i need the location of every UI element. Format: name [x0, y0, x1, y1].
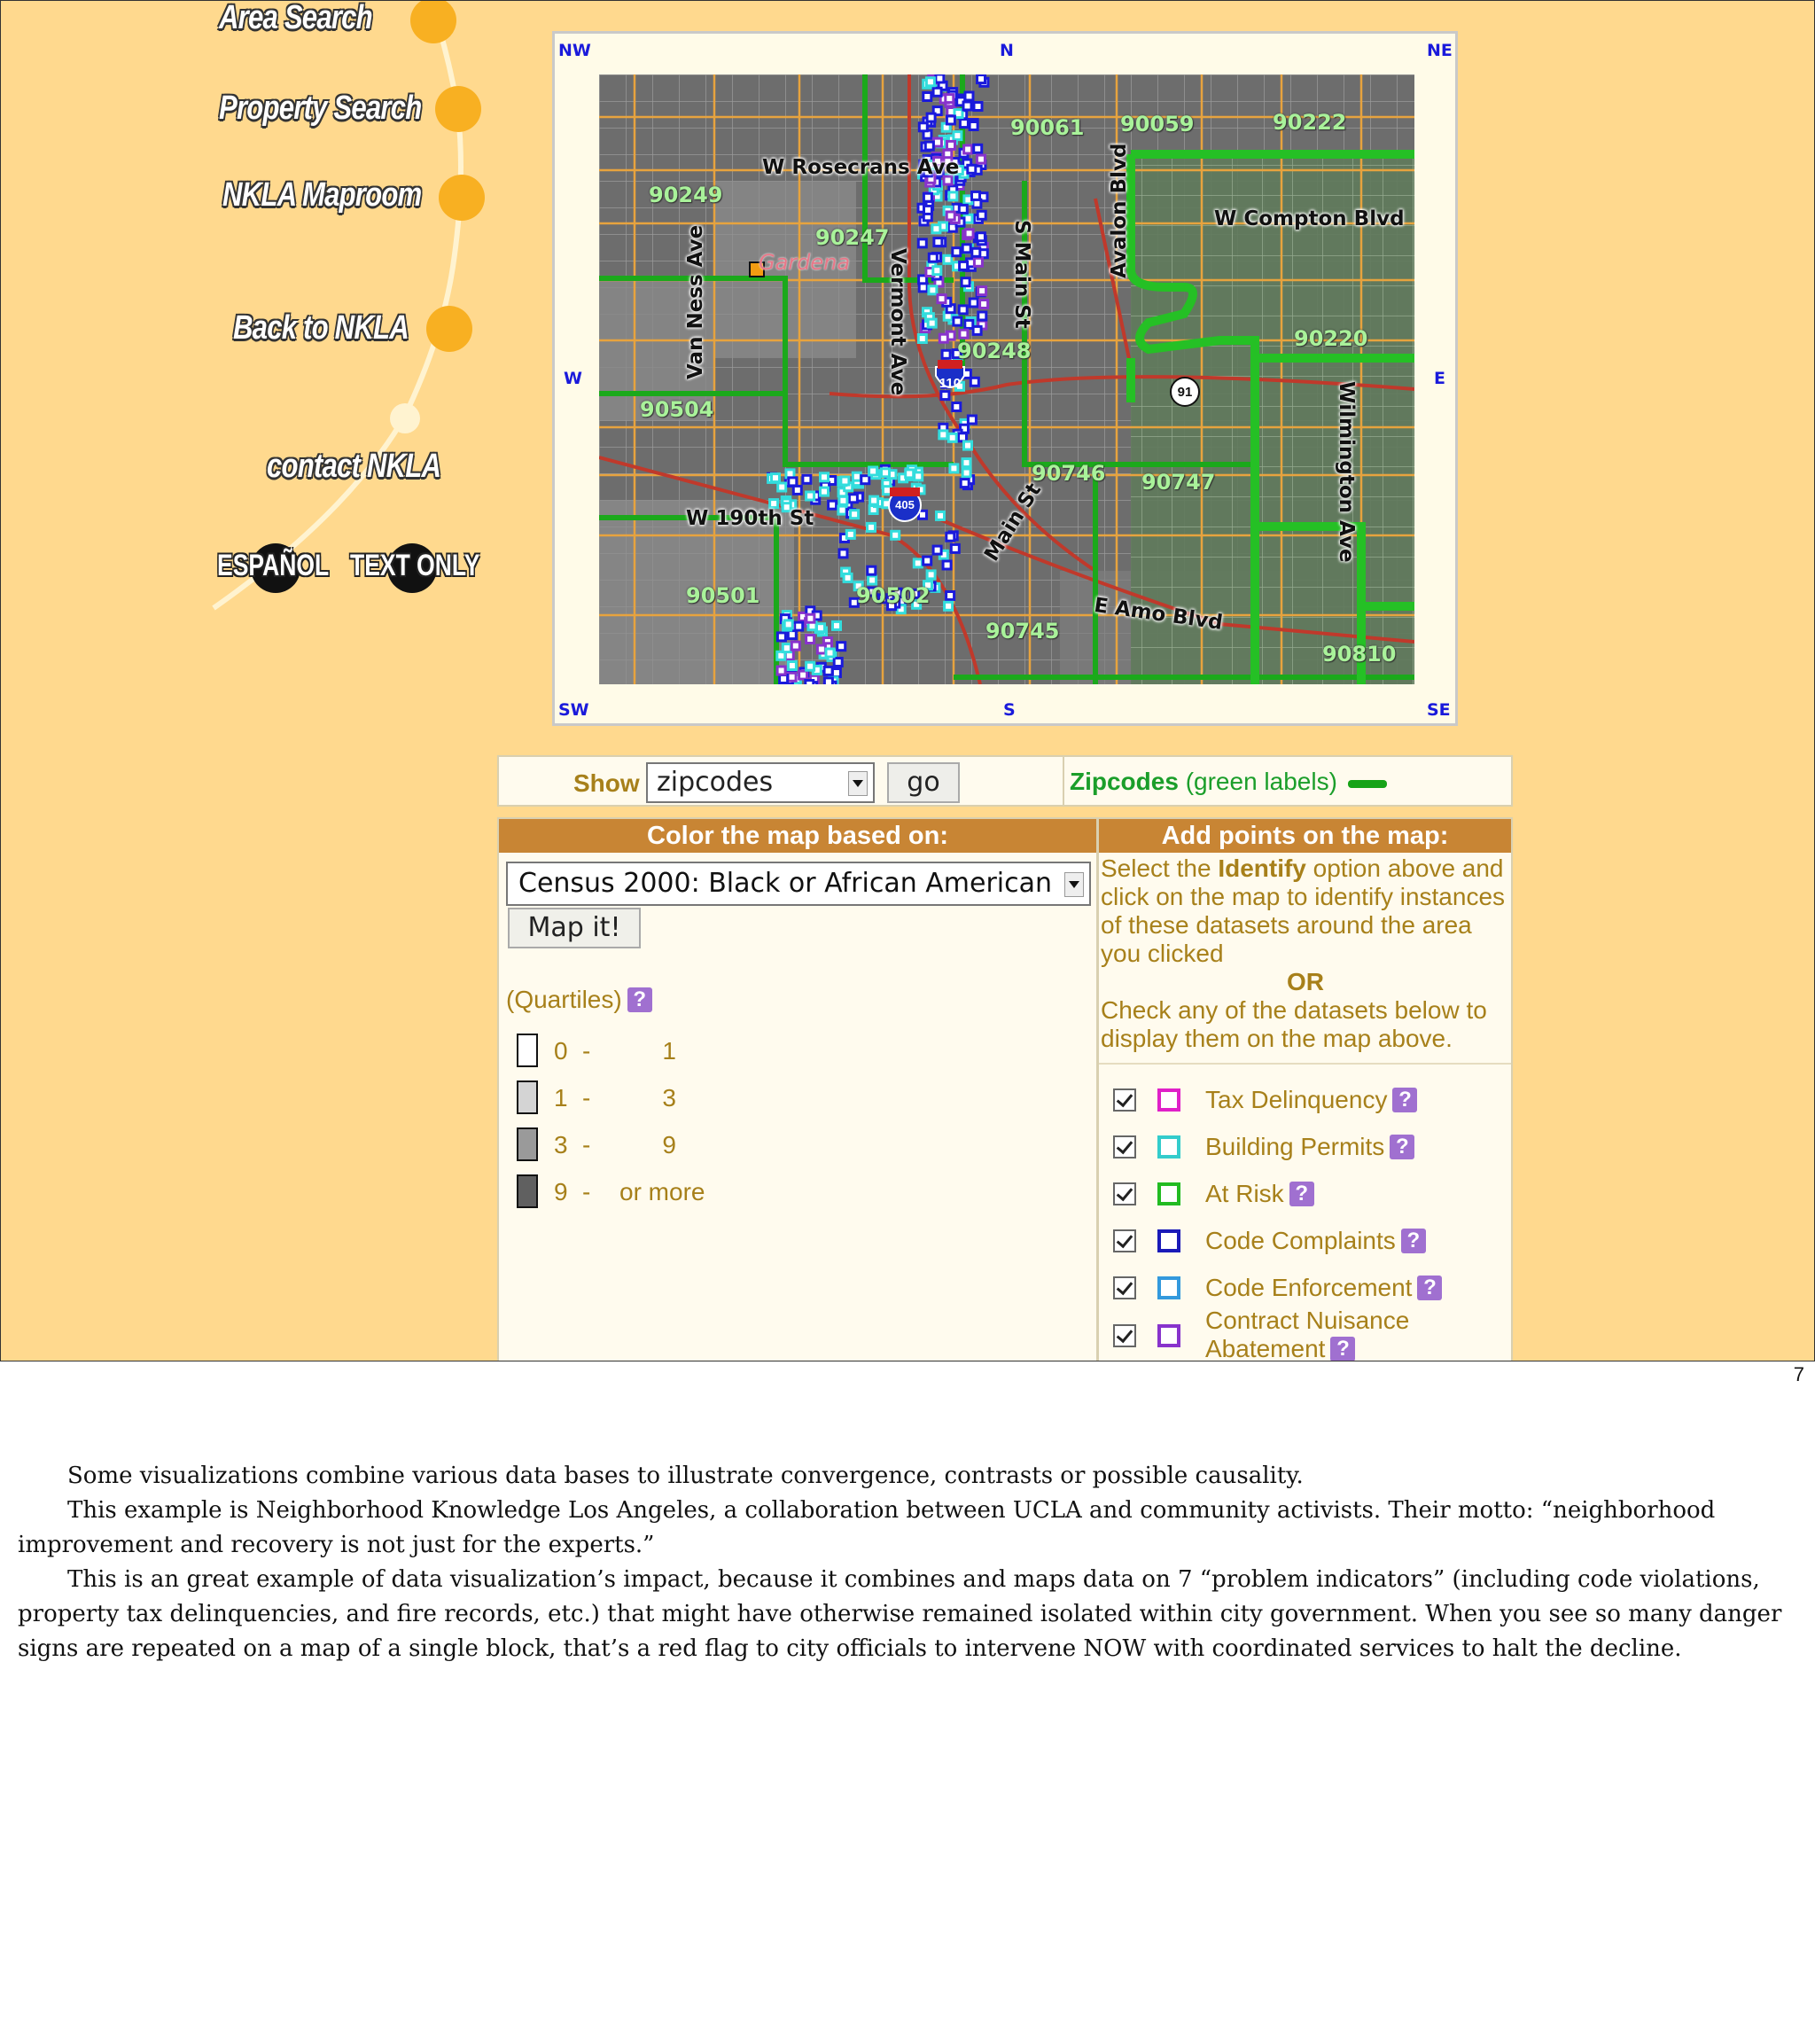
help-icon[interactable]: ?: [1401, 1229, 1426, 1253]
zip-label-90220: 90220: [1294, 326, 1368, 351]
dataset-label-text: At Risk: [1205, 1180, 1284, 1207]
help-icon[interactable]: ?: [627, 987, 652, 1012]
help-icon[interactable]: ?: [1392, 1088, 1417, 1112]
pan-e[interactable]: E: [1434, 369, 1445, 388]
layer-legend: [1070, 768, 1337, 796]
map-point[interactable]: [918, 239, 926, 247]
map-point[interactable]: [951, 544, 959, 552]
map-canvas[interactable]: [599, 74, 1414, 684]
map-point[interactable]: [965, 230, 973, 238]
map-point[interactable]: [821, 473, 829, 481]
map-point[interactable]: [980, 300, 988, 308]
map-point[interactable]: [946, 533, 954, 541]
map-point[interactable]: [777, 633, 785, 641]
nav-property-search[interactable]: Property Search: [219, 90, 422, 127]
map-point[interactable]: [948, 433, 956, 441]
map-point[interactable]: [846, 530, 854, 538]
map-point[interactable]: [892, 531, 900, 539]
identify-keyword: Identify: [1218, 854, 1306, 882]
map-point[interactable]: [934, 238, 942, 246]
zip-label-90501: 90501: [686, 583, 760, 608]
instructions-text: Select the: [1101, 854, 1219, 882]
i405-shield-icon: 405: [895, 498, 915, 511]
map-point[interactable]: [918, 335, 926, 343]
map-point[interactable]: [783, 644, 791, 652]
pan-n[interactable]: N: [1000, 41, 1014, 60]
map-point[interactable]: [970, 378, 978, 386]
help-icon[interactable]: ?: [1289, 1182, 1314, 1206]
map-point[interactable]: [962, 469, 970, 477]
map-point[interactable]: [915, 472, 923, 480]
map-point[interactable]: [784, 620, 792, 628]
pan-s[interactable]: S: [1003, 700, 1016, 720]
map-point[interactable]: [824, 678, 832, 684]
quartiles-text: (Quartiles): [506, 986, 622, 1013]
map-point[interactable]: [974, 258, 982, 266]
quartile-swatch: [517, 1081, 538, 1114]
map-point[interactable]: [970, 122, 978, 130]
map-point[interactable]: [962, 459, 970, 467]
map-point[interactable]: [832, 669, 840, 677]
street-w-compton: W Compton Blvd: [1214, 207, 1405, 230]
map-point[interactable]: [826, 649, 834, 657]
census-variable-select[interactable]: [506, 862, 1091, 906]
city-label-gardena: Gardena: [759, 250, 851, 275]
layer-select-value: zipcodes: [657, 767, 774, 798]
map-point[interactable]: [821, 488, 829, 495]
map-point[interactable]: [939, 334, 947, 342]
map-point[interactable]: [851, 511, 859, 519]
points-panel-header: Add points on the map:: [1099, 819, 1511, 853]
map-point[interactable]: [960, 261, 968, 269]
zip-label-90249: 90249: [649, 183, 723, 207]
map-point[interactable]: [837, 643, 845, 651]
map-point[interactable]: [944, 255, 952, 263]
map-point[interactable]: [817, 645, 825, 653]
pan-se[interactable]: SE: [1427, 700, 1451, 720]
color-panel-header: Color the map based on:: [499, 819, 1096, 853]
dataset-row-code-enforcement[interactable]: [1113, 1271, 1503, 1307]
census-select-value: Census 2000: Black or African American: [518, 868, 1053, 899]
map-point[interactable]: [806, 662, 814, 670]
map-point[interactable]: [882, 469, 890, 477]
map-point[interactable]: [927, 571, 935, 579]
quartile-dash: -: [582, 1084, 591, 1112]
map-point[interactable]: [959, 433, 967, 441]
quartile-low: 1: [554, 1084, 568, 1112]
map-point[interactable]: [959, 306, 967, 314]
map-point[interactable]: [853, 472, 861, 480]
map-point[interactable]: [965, 92, 973, 100]
chevron-down-icon[interactable]: [1064, 872, 1084, 897]
map-point[interactable]: [906, 470, 914, 478]
map-point[interactable]: [954, 317, 962, 325]
slide-number: 7: [1793, 1363, 1804, 1385]
map-point[interactable]: [962, 278, 970, 286]
street-van-ness: Van Ness Ave: [684, 224, 707, 379]
map-point[interactable]: [834, 659, 842, 667]
dataset-checkbox[interactable]: [1113, 1229, 1136, 1252]
dataset-swatch: [1157, 1088, 1180, 1112]
map-point[interactable]: [947, 141, 955, 149]
map-point[interactable]: [777, 667, 785, 675]
nav-area-search[interactable]: Area Search: [219, 0, 372, 36]
show-label: Show: [573, 769, 640, 797]
map-point[interactable]: [953, 403, 961, 411]
dataset-label: [1205, 1307, 1436, 1361]
map-point[interactable]: [933, 267, 941, 275]
espanol-link[interactable]: ESPAÑOL: [217, 549, 330, 582]
map-point[interactable]: [977, 233, 985, 241]
text-only-link[interactable]: TEXT ONLY: [350, 549, 480, 582]
dataset-label-text: Tax Delinquency: [1205, 1086, 1388, 1113]
quartile-row: [517, 1174, 783, 1212]
quartile-high: 1: [662, 1037, 676, 1065]
map-point[interactable]: [838, 506, 846, 514]
dataset-label: [1205, 1180, 1314, 1208]
map-point[interactable]: [788, 673, 796, 681]
map-point[interactable]: [968, 165, 976, 173]
map-point[interactable]: [926, 78, 934, 86]
map-point[interactable]: [946, 212, 954, 220]
quartile-row: [517, 1034, 783, 1071]
quartile-high: 9: [662, 1131, 676, 1159]
map-point[interactable]: [972, 248, 980, 256]
instructions-text: Check any of the datasets below to display them on the map above.: [1101, 996, 1487, 1052]
map-point[interactable]: [929, 286, 937, 294]
help-icon[interactable]: ?: [1330, 1337, 1355, 1361]
dataset-checkbox[interactable]: [1113, 1182, 1136, 1205]
street-s-main: S Main St: [1010, 220, 1033, 329]
map-point[interactable]: [978, 211, 985, 219]
map-point[interactable]: [849, 495, 857, 503]
quartile-dash: -: [582, 1131, 591, 1159]
map-point[interactable]: [869, 467, 877, 475]
map-point[interactable]: [950, 464, 958, 472]
map-point[interactable]: [933, 546, 941, 554]
dataset-label-text: Code Enforcement: [1205, 1274, 1413, 1301]
map-point[interactable]: [939, 431, 947, 439]
map-point[interactable]: [833, 621, 841, 629]
map-point[interactable]: [960, 330, 968, 338]
map-point[interactable]: [978, 287, 986, 295]
dataset-row-tax-delinquency[interactable]: [1113, 1083, 1503, 1119]
map-point[interactable]: [978, 75, 985, 83]
dataset-row-at-risk[interactable]: [1113, 1177, 1503, 1213]
notes-paragraph: This is an great example of data visualization’s impact, because it combines and maps data on 7 “problem indicators” (including code violations, property tax delinquencies, and fire records, etc.) that might have otherwise remained isolated within city government. When you see so many danger signs are repeated on a map of a single block, that’s a red flag to city officials to intervene NOW with coordinated services to halt the decline.: [18, 1566, 1782, 1662]
map-point[interactable]: [868, 566, 876, 574]
map-point[interactable]: [793, 486, 801, 494]
zip-label-90504: 90504: [640, 397, 714, 422]
nav-dot-contact[interactable]: [390, 403, 420, 433]
map-point[interactable]: [968, 416, 976, 424]
zip-label-90248: 90248: [957, 339, 1032, 363]
street-wilmington: Wilmington Ave: [1335, 381, 1358, 563]
map-point[interactable]: [923, 557, 931, 565]
map-point[interactable]: [964, 441, 972, 449]
pan-nw[interactable]: NW: [558, 41, 591, 60]
map-point[interactable]: [973, 326, 981, 334]
dataset-label-text: Building Permits: [1205, 1133, 1385, 1160]
dataset-swatch: [1157, 1229, 1180, 1252]
quartile-row: [517, 1081, 783, 1118]
dataset-label-text: Code Complaints: [1205, 1227, 1396, 1254]
map-point[interactable]: [817, 624, 825, 632]
map-point[interactable]: [772, 474, 780, 482]
dataset-swatch: [1157, 1182, 1180, 1205]
nav-maproom[interactable]: NKLA Maproom: [222, 176, 422, 214]
dataset-label: [1205, 1274, 1442, 1302]
street-w-190th: W 190th St: [686, 507, 814, 530]
map-point[interactable]: [941, 392, 949, 400]
map-point[interactable]: [961, 480, 969, 488]
dataset-checkbox[interactable]: [1113, 1324, 1136, 1347]
map-frame: [552, 31, 1458, 726]
dataset-label: [1205, 1227, 1426, 1255]
map-point[interactable]: [928, 319, 936, 327]
nav-dot-back[interactable]: [426, 306, 472, 352]
dataset-row-building-permits[interactable]: [1113, 1130, 1503, 1166]
layer-legend-swatch: [1348, 780, 1387, 788]
color-map-panel: [497, 817, 1098, 1361]
map-point[interactable]: [970, 299, 978, 307]
quartile-low: 0: [554, 1037, 568, 1065]
map-it-button[interactable]: Map it!: [508, 908, 641, 948]
map-point[interactable]: [780, 675, 788, 683]
zip-label-90810: 90810: [1322, 642, 1397, 667]
map-point[interactable]: [806, 681, 814, 685]
dataset-label-text: Contract Nuisance Abatement: [1205, 1307, 1410, 1361]
divider: [1063, 757, 1064, 807]
speaker-notes: [18, 1459, 1799, 1666]
zip-label-90746: 90746: [1032, 461, 1106, 486]
zip-label-90247: 90247: [815, 225, 890, 250]
map-point[interactable]: [964, 145, 972, 153]
zip-label-90747: 90747: [1141, 470, 1216, 495]
map-point[interactable]: [788, 631, 796, 639]
zip-label-90745: 90745: [985, 619, 1060, 644]
map-point[interactable]: [791, 642, 799, 650]
map-point[interactable]: [789, 478, 797, 486]
pan-w[interactable]: W: [564, 369, 582, 388]
map-point[interactable]: [924, 206, 932, 214]
quartiles-label: [506, 986, 652, 1014]
map-point[interactable]: [778, 483, 786, 491]
street-avalon: Avalon Blvd: [1108, 143, 1131, 278]
i110-shield-icon: 110: [939, 376, 962, 391]
map-point[interactable]: [963, 102, 971, 110]
map-point[interactable]: [936, 74, 944, 82]
nav-dot-property-search[interactable]: [435, 86, 481, 132]
layer-control-bar: [497, 755, 1513, 807]
map-point[interactable]: [841, 477, 849, 485]
go-button[interactable]: go: [887, 762, 960, 803]
chevron-down-icon[interactable]: [848, 771, 868, 796]
dataset-label: [1205, 1133, 1414, 1161]
map-point[interactable]: [978, 312, 986, 320]
layer-select[interactable]: [646, 762, 875, 803]
sr91-shield-icon: 91: [1177, 385, 1193, 400]
map-point[interactable]: [839, 550, 847, 558]
pan-ne[interactable]: NE: [1427, 41, 1453, 60]
map-point[interactable]: [962, 245, 970, 253]
dataset-checkbox[interactable]: [1113, 1276, 1136, 1299]
map-point[interactable]: [925, 142, 933, 150]
map-point[interactable]: [861, 476, 869, 484]
map-point[interactable]: [919, 123, 927, 131]
street-vermont: Vermont Ave: [886, 248, 909, 396]
dataset-label: [1205, 1086, 1417, 1114]
map-point[interactable]: [914, 559, 922, 567]
quartile-high: 3: [662, 1084, 676, 1112]
zip-label-90059: 90059: [1120, 112, 1195, 137]
dataset-swatch: [1157, 1135, 1180, 1159]
nav-dot-maproom[interactable]: [439, 175, 485, 221]
quartile-row: [517, 1127, 783, 1165]
or-separator: OR: [1287, 968, 1324, 995]
map-point[interactable]: [946, 95, 954, 103]
zip-label-90502: 90502: [856, 583, 931, 608]
map-point[interactable]: [788, 662, 796, 670]
map-point[interactable]: [946, 116, 954, 124]
layer-legend-name: Zipcodes: [1070, 768, 1179, 795]
map-point[interactable]: [803, 475, 811, 483]
instructions-text: option above and click on the map to identify instances of these datasets around the area you clicked: [1101, 854, 1506, 967]
map-point[interactable]: [974, 144, 982, 152]
quartile-swatch: [517, 1127, 538, 1161]
street-e-amo: E Amo Blvd: [1092, 593, 1225, 636]
quartile-swatch: [517, 1034, 538, 1067]
pan-sw[interactable]: SW: [558, 700, 589, 720]
dataset-checkbox[interactable]: [1113, 1135, 1136, 1159]
nav-contact[interactable]: contact NKLA: [267, 448, 441, 485]
notes-paragraph: Some visualizations combine various data bases to illustrate convergence, contrasts or possible causality.: [67, 1463, 1304, 1489]
map-point[interactable]: [965, 320, 973, 328]
map-point[interactable]: [829, 501, 837, 509]
map-point[interactable]: [919, 284, 927, 292]
add-points-panel: [1097, 817, 1513, 1361]
map-point[interactable]: [932, 225, 940, 233]
quartile-swatch: [517, 1174, 538, 1208]
quartile-low: 9: [554, 1178, 568, 1205]
map-point[interactable]: [972, 191, 980, 199]
map-point[interactable]: [923, 93, 931, 101]
map-point[interactable]: [959, 205, 967, 213]
street-main: Main St: [980, 479, 1047, 566]
map-point[interactable]: [977, 155, 985, 163]
map-point[interactable]: [974, 103, 982, 111]
map-point[interactable]: [806, 614, 814, 622]
map-point[interactable]: [923, 193, 931, 201]
quartile-dash: -: [582, 1037, 591, 1065]
map-point[interactable]: [868, 523, 876, 531]
dataset-checkbox[interactable]: [1113, 1088, 1136, 1112]
help-icon[interactable]: ?: [1390, 1135, 1414, 1159]
dataset-row-contract-nuisance[interactable]: [1113, 1307, 1503, 1361]
divider: [1099, 1063, 1511, 1065]
map-point[interactable]: [929, 254, 937, 261]
map-point[interactable]: [946, 592, 954, 600]
points-instructions: [1101, 854, 1510, 1053]
quartile-low: 3: [554, 1131, 568, 1159]
dataset-swatch: [1157, 1324, 1180, 1347]
map-point[interactable]: [844, 573, 852, 581]
map-point[interactable]: [799, 671, 807, 679]
map-point[interactable]: [953, 248, 961, 256]
layer-legend-note: (green labels): [1178, 768, 1337, 795]
dataset-row-code-complaints[interactable]: [1113, 1224, 1503, 1260]
map-point[interactable]: [806, 636, 814, 644]
zip-label-90222: 90222: [1273, 110, 1347, 135]
map-point[interactable]: [839, 496, 847, 504]
map-point[interactable]: [945, 602, 953, 610]
map-point[interactable]: [795, 622, 803, 630]
dataset-swatch: [1157, 1276, 1180, 1299]
map-point[interactable]: [954, 132, 962, 140]
map-point[interactable]: [949, 192, 957, 200]
quartile-high: or more: [619, 1178, 705, 1205]
map-point[interactable]: [927, 113, 935, 121]
map-point[interactable]: [943, 561, 951, 569]
zip-label-90061: 90061: [1010, 115, 1085, 140]
nav-back-to-nkla[interactable]: Back to NKLA: [233, 309, 409, 347]
map-point[interactable]: [937, 511, 945, 519]
map-point[interactable]: [806, 492, 814, 500]
map-point[interactable]: [933, 88, 941, 96]
map-point[interactable]: [824, 667, 832, 675]
quartile-dash: -: [582, 1178, 591, 1205]
street-w-rosecrans: W Rosecrans Ave: [762, 156, 960, 179]
map-point[interactable]: [960, 120, 968, 128]
map-point[interactable]: [942, 350, 950, 358]
help-icon[interactable]: ?: [1417, 1276, 1442, 1300]
map-point[interactable]: [870, 496, 878, 504]
notes-paragraph: This example is Neighborhood Knowledge Los Angeles, a collaboration between UCLA and community activists. Their motto: “neighborhood improvement and recovery is not just for the experts.”: [18, 1497, 1716, 1558]
map-point[interactable]: [938, 295, 946, 303]
